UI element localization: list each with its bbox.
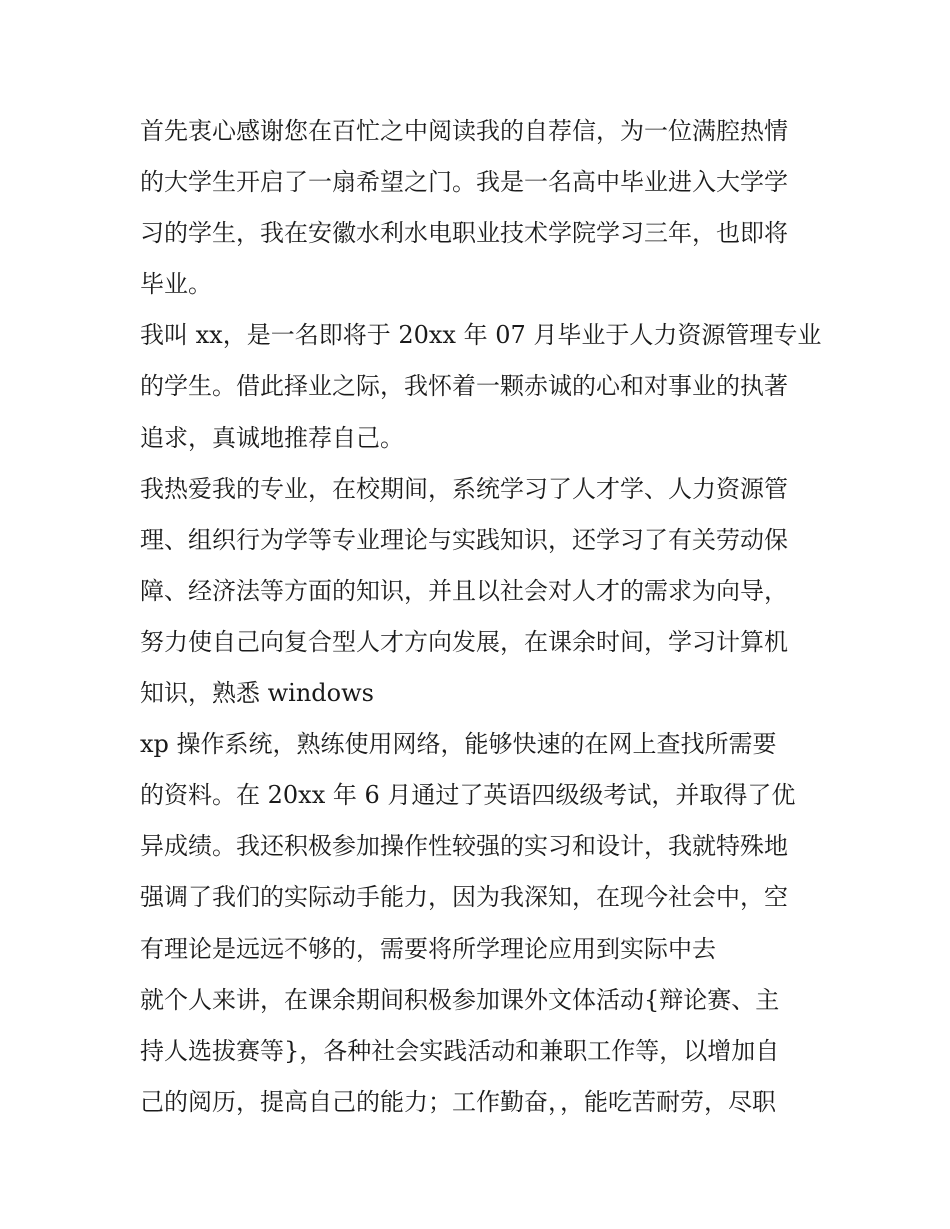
text-line: 理、组织行为学等专业理论与实践知识，还学习了有关劳动保 (140, 525, 788, 554)
text-line: 就个人来讲，在课余期间积极参加课外文体活动{辩论赛、主 (140, 985, 780, 1014)
text-line: 有理论是远远不够的，需要将所学理论应用到实际中去 (140, 934, 716, 963)
text-line: 首先衷心感谢您在百忙之中阅读我的自荐信，为一位满腔热情 (140, 117, 788, 145)
text-line: xp 操作系统，熟练使用网络，能够快速的在网上查找所需要 (140, 730, 777, 759)
text-line: 习的学生，我在安徽水利水电职业技术学院学习三年，也即将 (140, 219, 788, 248)
text-line: 毕业。 (140, 270, 212, 299)
text-line: 努力使自己向复合型人才方向发展，在课余时间，学习计算机 (140, 627, 788, 656)
text-line: 己的阅历，提高自己的能力；工作勤奋，，能吃苦耐劳，尽职 (140, 1087, 776, 1116)
text-line: 异成绩。我还积极参加操作性较强的实习和设计，我就特殊地 (140, 832, 788, 861)
text-line: 的大学生开启了一扇希望之门。我是一名高中毕业进入大学学 (140, 168, 788, 197)
text-line: 追求，真诚地推荐自己。 (140, 423, 404, 452)
text-line: 的资料。在 20xx 年 6 月通过了英语四级级考试，并取得了优 (140, 781, 796, 810)
letter-body (140, 106, 820, 1128)
text-line: 的学生。借此择业之际，我怀着一颗赤诚的心和对事业的执著 (140, 372, 788, 401)
text-line: 知识，熟悉 windows (140, 679, 374, 708)
text-line: 持人选拔赛等}，各种社会实践活动和兼职工作等，以增加自 (140, 1036, 780, 1065)
text-line: 障、经济法等方面的知识，并且以社会对人才的需求为向导， (140, 576, 788, 605)
text-line: 我叫 xx，是一名即将于 20xx 年 07 月毕业于人力资源管理专业 (140, 321, 822, 350)
text-line: 强调了我们的实际动手能力，因为我深知，在现今社会中，空 (140, 883, 788, 912)
text-line: 我热爱我的专业，在校期间，系统学习了人才学、人力资源管 (140, 474, 788, 503)
